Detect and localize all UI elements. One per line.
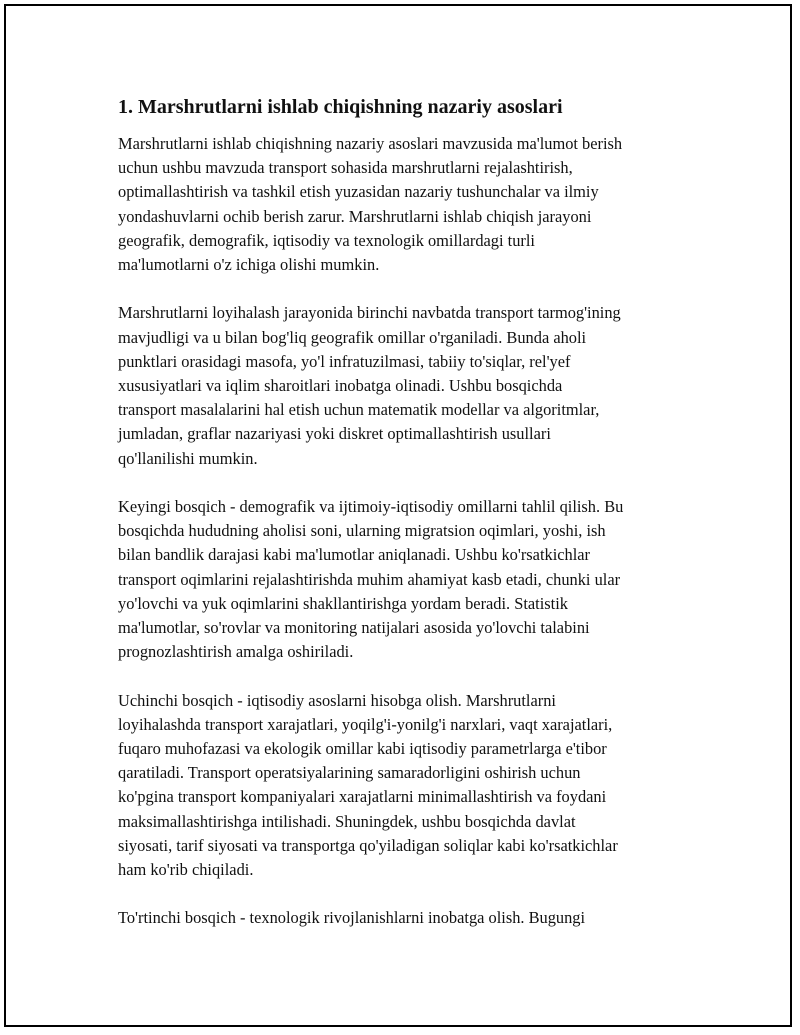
text-line: ma'lumotlar, so'rovlar va monitoring natijalari asosida yo'lovchi talabini <box>118 618 590 638</box>
paragraph-5 <box>118 906 688 930</box>
text-line: transport oqimlarini rejalashtirishda muhim ahamiyat kasb etadi, chunki ular <box>118 569 621 589</box>
text-line: bilan bandlik darajasi kabi ma'lumotlar aniqlanadi. Ushbu ko'rsatkichlar <box>118 545 590 565</box>
text-line: bosqichda hududning aholisi soni, ularning migratsion oqimlari, yoshi, ish <box>118 521 606 541</box>
text-line: jumladan, graflar nazariyasi yoki diskret optimallashtirish usullari <box>118 424 551 444</box>
text-line: fuqaro muhofazasi va ekologik omillar kabi iqtisodiy parametrlarga e'tibor <box>118 739 607 759</box>
text-line: Keyingi bosqich - demografik va ijtimoiy-iqtisodiy omillarni tahlil qilish. Bu <box>118 497 624 517</box>
paragraph-1 <box>118 132 688 277</box>
text-line: Marshrutlarni ishlab chiqishning nazariy asoslari mavzusida ma'lumot berish <box>118 134 623 153</box>
paragraph-4 <box>118 689 688 883</box>
text-line: ko'pgina transport kompaniyalari xarajatlarni minimallashtirish va foydani <box>118 787 607 807</box>
text-line: qaratiladi. Transport operatsiyalarining samaradorligini oshirish uchun <box>118 763 581 783</box>
text-line: ma'lumotlarni o'z ichiga olishi mumkin. <box>118 255 380 275</box>
text-line: Uchinchi bosqich - iqtisodiy asoslarni hisobga olish. Marshrutlarni <box>118 690 556 710</box>
text-line: punktlari orasidagi masofa, yo'l infratuzilmasi, tabiiy to'siqlar, rel'yef <box>118 351 571 371</box>
text-line: maksimallashtirishga intilishadi. Shuningdek, ushbu bosqichda davlat <box>118 811 576 831</box>
document-body <box>118 94 688 955</box>
text-line: transport masalalarini hal etish uchun matematik modellar va algoritmlar, <box>118 400 600 420</box>
paragraph-2 <box>118 301 688 470</box>
text-line: yo'lovchi va yuk oqimlarini shakllantirishga yordam beradi. Statistik <box>118 593 568 613</box>
text-line: siyosati, tarif siyosati va transportga qo'yiladigan soliqlar kabi ko'rsatkichlar <box>118 835 618 855</box>
paragraph-3 <box>118 495 688 664</box>
text-line: yondashuvlarni ochib berish zarur. Marshrutlarni ishlab chiqish jarayoni <box>118 206 592 226</box>
text-line: Marshrutlarni loyihalash jarayonida birinchi navbatda transport tarmog'ining <box>118 303 621 323</box>
text-line: xususiyatlari va iqlim sharoitlari inobatga olinadi. Ushbu bosqichda <box>118 376 563 396</box>
text-line: loyihalashda transport xarajatlari, yoqilg'i-yonilg'i narxlari, vaqt xarajatlari, <box>118 714 613 734</box>
text-line: prognozlashtirish amalga oshiriladi. <box>118 642 354 662</box>
text-line: mavjudligi va u bilan bog'liq geografik omillar o'rganiladi. Bunda aholi <box>118 327 587 347</box>
text-line: geografik, demografik, iqtisodiy va texnologik omillardagi turli <box>118 230 535 250</box>
text-line: To'rtinchi bosqich - texnologik rivojlanishlarni inobatga olish. Bugungi <box>118 908 586 928</box>
text-line: qo'llanilishi mumkin. <box>118 448 258 468</box>
text-line: optimallashtirish va tashkil etish yuzasidan nazariy tushunchalar va ilmiy <box>118 182 599 202</box>
section-heading: 1. Marshrutlarni ishlab chiqishning nazariy asoslari <box>118 96 563 118</box>
text-line: ham ko'rib chiqiladi. <box>118 860 254 880</box>
text-line: uchun ushbu mavzuda transport sohasida marshrutlarni rejalashtirish, <box>118 158 573 178</box>
